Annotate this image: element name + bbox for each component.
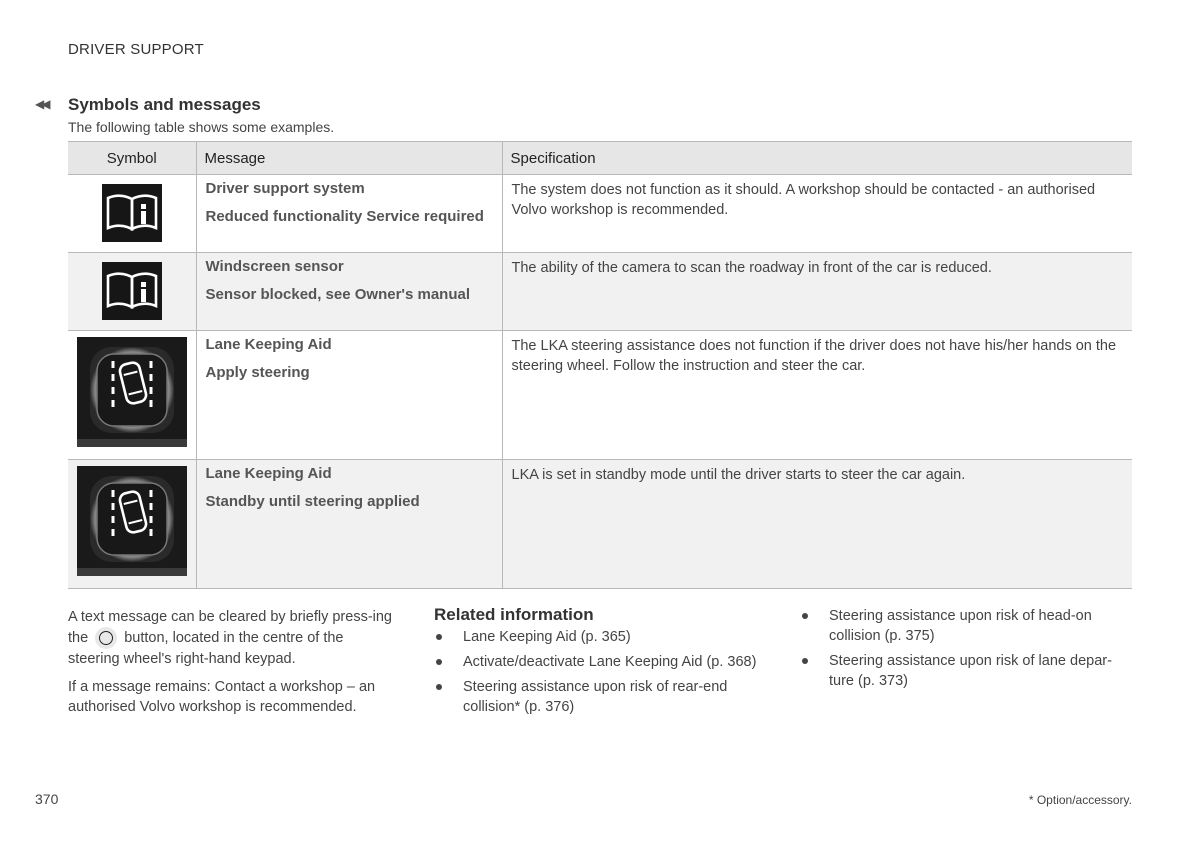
related-information-continued <box>800 606 1132 696</box>
specification-cell <box>502 331 1132 460</box>
related-list <box>434 627 764 717</box>
related-link[interactable]: Steering assistance upon risk of lane depar-ture (p. 373) <box>800 651 1132 691</box>
message-title: Lane Keeping Aid <box>205 465 332 482</box>
message-title: Lane Keeping Aid <box>205 336 332 353</box>
specification-text: The ability of the camera to scan the roadway in front of the car is reduced. <box>511 260 992 276</box>
lane-keeping-aid-icon <box>77 337 187 447</box>
message-detail: Sensor blocked, see Owner's manual <box>205 286 470 303</box>
symbol-cell <box>68 331 196 460</box>
symbols-table <box>68 141 1132 589</box>
related-link[interactable]: Activate/deactivate Lane Keeping Aid (p. 368) <box>434 652 764 672</box>
related-link[interactable]: Lane Keeping Aid (p. 365) <box>434 627 764 647</box>
related-link[interactable]: Steering assistance upon risk of rear-end collision* (p. 376) <box>434 677 764 717</box>
message-title: Driver support system <box>205 180 365 197</box>
message-detail: Standby until steering applied <box>205 493 420 510</box>
table-row <box>68 331 1132 460</box>
table-row <box>68 460 1132 589</box>
note-text-before: A text message can be cleared by briefly press-ing the <box>68 609 392 646</box>
circle-button-icon <box>95 627 117 649</box>
symbol-cell <box>68 253 196 331</box>
specification-cell <box>502 460 1132 589</box>
table-header-row <box>68 142 1132 175</box>
message-cell <box>196 253 502 331</box>
specification-text: The system does not function as it should. A workshop should be contacted - an authorised Volvo workshop is recommended. <box>511 182 1096 218</box>
related-list <box>800 606 1132 691</box>
clear-message-paragraph <box>68 607 398 669</box>
book-info-icon <box>102 262 162 320</box>
section-title: Symbols and messages <box>68 95 261 114</box>
specification-text: The LKA steering assistance does not function if the driver does not have his/her hands on the steering wheel. Follow the instruction and steer the car. <box>511 338 1117 374</box>
note-text-after: button, located in the centre of the steering wheel's right-hand keypad. <box>68 629 344 667</box>
message-cell <box>196 331 502 460</box>
double-left-arrow-icon: ◀◀ <box>35 97 48 111</box>
notes-column <box>68 607 398 717</box>
related-information-title: Related information <box>434 605 594 624</box>
lane-keeping-aid-icon <box>77 466 187 576</box>
related-link[interactable]: Steering assistance upon risk of head-on collision (p. 375) <box>800 606 1132 646</box>
table-row <box>68 253 1132 331</box>
book-info-icon <box>102 184 162 242</box>
section-subtitle: The following table shows some examples. <box>68 119 335 135</box>
message-cell <box>196 460 502 589</box>
message-cell <box>196 175 502 253</box>
column-header-message: Message <box>196 142 502 175</box>
symbol-cell <box>68 460 196 589</box>
column-header-symbol: Symbol <box>68 142 196 175</box>
specification-cell <box>502 175 1132 253</box>
specification-text: LKA is set in standby mode until the driver starts to steer the car again. <box>511 467 966 483</box>
column-header-specification: Specification <box>502 142 1132 175</box>
message-detail: Reduced functionality Service required <box>205 208 484 225</box>
chapter-header: DRIVER SUPPORT <box>68 41 204 58</box>
workshop-paragraph: If a message remains: Contact a workshop – an authorised Volvo workshop is recommended. <box>68 679 376 715</box>
message-detail: Apply steering <box>205 364 310 381</box>
table-row <box>68 175 1132 253</box>
specification-cell <box>502 253 1132 331</box>
symbol-cell <box>68 175 196 253</box>
footnote: * Option/accessory. <box>1028 793 1132 807</box>
message-title: Windscreen sensor <box>205 258 344 275</box>
page-number: 370 <box>35 791 59 807</box>
related-information <box>434 605 764 722</box>
